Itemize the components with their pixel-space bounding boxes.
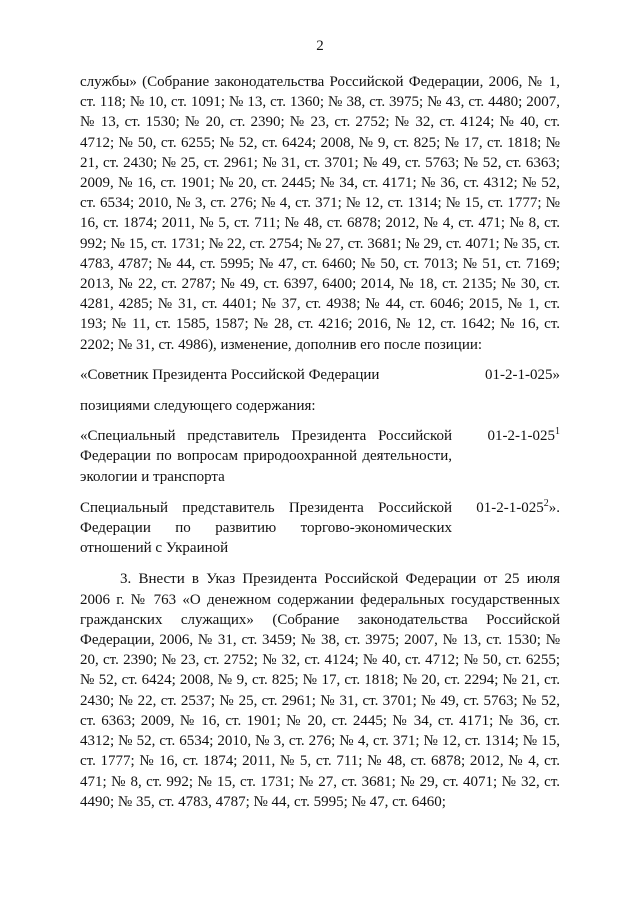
position-envoy-ecology-code-number: 01-2-1-025 <box>487 428 555 445</box>
paragraph-amendment-sources: службы» (Собрание законодательства Российской Федерации, 2006, № 1, ст. 118; № 10, ст. 1091; № 13, ст. 1360; № 38, ст. 3975; № 43, ст. 4480; 2007, № 13, ст. 1530; № 20, ст. 2390; № 23, ст. 2752; № 32, ст. 4124; № 40, ст. 4712; № 50, ст. 6255; № 52, ст. 6424; 2008, № 9, ст. 825; № 17, ст. 1818; № 21, ст. 2430; № 25, ст. 2961; № 31, ст. 3701; № 49, ст. 5763; № 52, ст. 6363; 2009, № 16, ст. 1901; № 20, ст. 2445; № 34, ст. 4171; № 36, ст. 4312; № 52, ст. 6534; 2010, № 3, ст. 276; № 4, ст. 371; № 12, ст. 1314; № 15, ст. 1777; № 16, ст. 1874; 2011, № 5, ст. 711; № 48, ст. 6878; 2012, № 4, ст. 471; № 8, ст. 992; № 15, ст. 1731; № 22, ст. 2754; № 27, ст. 3681; № 29, ст. 4071; № 35, ст. 4783, 4787; № 44, ст. 5995; № 47, ст. 6460; № 50, ст. 7013; № 51, ст. 7169; 2013, № 22, ст. 2787; № 49, ст. 6397, 6400; 2014, № 18, ст. 2135; № 30, ст. 4281, 4285; № 31, ст. 4401; № 37, ст. 4938; № 44, ст. 6046; 2015, № 1, ст. 193; № 11, ст. 1585, 1587; № 28, ст. 4216; 2016, № 12, ст. 1642; № 16, ст. 2202; № 31, ст. 4986), изменение, дополнив его после позиции: <box>80 74 560 353</box>
paragraph-connector: позициями следующего содержания: <box>80 398 316 415</box>
footnote-marker-1: 1 <box>555 426 560 438</box>
position-advisor <box>80 365 560 385</box>
position-envoy-ukraine-code <box>476 498 560 518</box>
position-envoy-ecology-title: «Специальный представитель Президента Российской Федерации по вопросам природоохранной деятельности, экологии и транспорта <box>80 428 452 485</box>
position-envoy-ukraine <box>80 498 560 559</box>
position-advisor-code: 01-2-1-025» <box>485 366 560 383</box>
position-envoy-ecology <box>80 426 560 487</box>
position-advisor-title: «Советник Президента Российской Федерации <box>80 366 380 383</box>
document-body <box>80 72 560 812</box>
closing-quote: ». <box>548 499 560 516</box>
position-envoy-ecology-code <box>488 426 561 446</box>
footnote-marker-2: 2 <box>543 497 549 509</box>
position-envoy-ukraine-title: Специальный представитель Президента Российской Федерации по развитию торгово-экономических отношений с Украиной <box>80 499 452 557</box>
page-number: 2 <box>316 38 324 54</box>
position-envoy-ukraine-code-number: 01-2-1-025 <box>476 499 544 516</box>
paragraph-item-3: 3. Внести в Указ Президента Российской Федерации от 25 июля 2006 г. № 763 «О денежном содержании федеральных государственных гражданских служащих» (Собрание законодательства Российской Федерации, 2006, № 31, ст. 3459; № 38, ст. 3975; 2007, № 13, ст. 1530; № 20, ст. 2390; № 23, ст. 2752; № 32, ст. 4124; № 40, ст. 4712; № 50, ст. 6255; № 52, ст. 6424; 2008, № 9, ст. 825; № 17, ст. 1818; № 20, ст. 2294; № 21, ст. 2430; № 22, ст. 2537; № 25, ст. 2961; № 31, ст. 3701; № 49, ст. 5763; № 52, ст. 6363; 2009, № 16, ст. 1901; № 20, ст. 2445; № 34, ст. 4171; № 36, ст. 4312; № 52, ст. 6534; 2010, № 3, ст. 276; № 4, ст. 371; № 12, ст. 1314; № 15, ст. 1777; № 16, ст. 1874; 2011, № 5, ст. 711; № 48, ст. 6878; 2012, № 4, ст. 471; № 8, ст. 992; № 15, ст. 1731; № 27, ст. 3681; № 29, ст. 4071; № 32, ст. 4490; № 35, ст. 4783, 4787; № 44, ст. 5995; № 47, ст. 6460; <box>80 571 560 810</box>
